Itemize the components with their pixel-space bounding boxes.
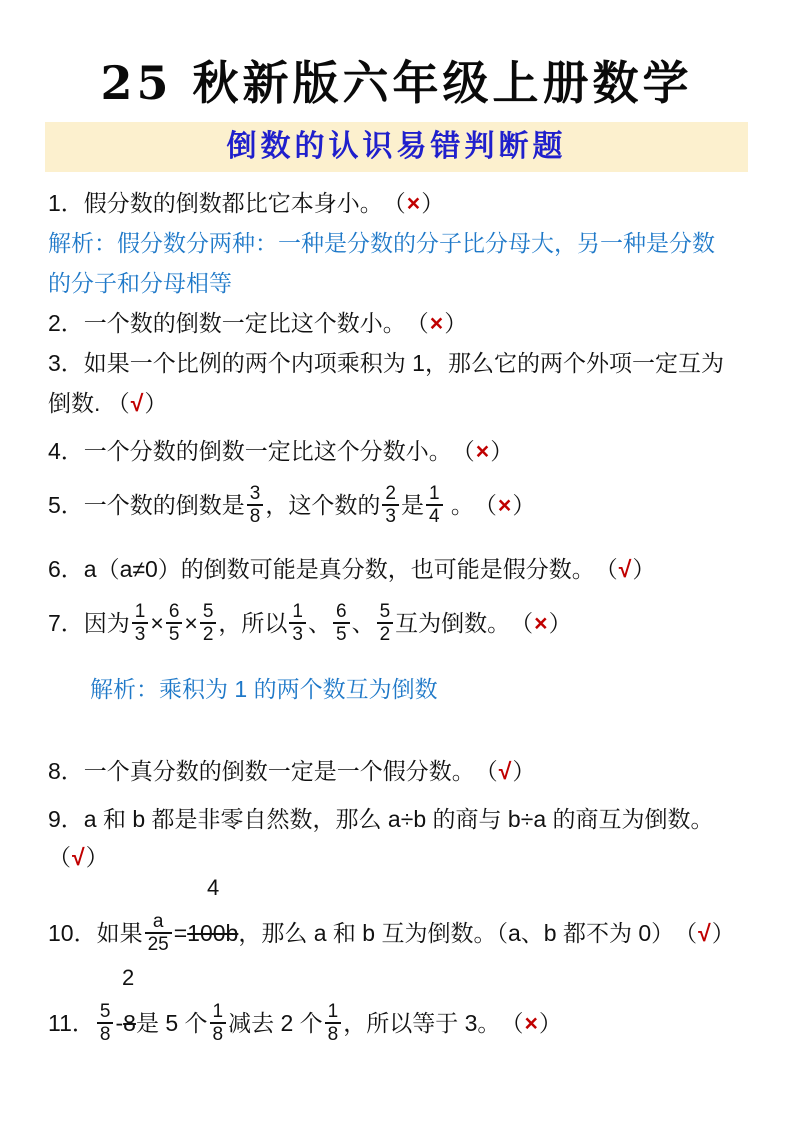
mark-wrong-icon: × [406, 190, 421, 216]
paren-close: ） [711, 920, 735, 946]
subtitle-band [45, 122, 748, 172]
question-line [0, 990, 793, 1056]
text-run: 1．假分数的倒数都比它本身小。 [48, 190, 395, 216]
page-subtitle: 倒数的认识易错判断题 [226, 130, 567, 163]
text-run: 的分子和分母相等 [48, 270, 232, 296]
question-line [0, 752, 793, 790]
analysis-line [0, 224, 793, 262]
text-run: 2．一个数的倒数一定比这个数小。 [48, 310, 418, 336]
fraction [247, 483, 264, 528]
fraction [145, 911, 172, 956]
fraction-numerator: 5 [97, 1001, 114, 1024]
fraction [377, 601, 394, 646]
paren-close: ） [538, 1010, 562, 1036]
text-run: × [184, 610, 198, 636]
question-line [0, 800, 793, 838]
fraction [333, 601, 350, 646]
text-run: ，这个数的 [265, 492, 381, 518]
fraction-denominator: 2 [202, 623, 214, 645]
answer-mark [512, 1010, 562, 1036]
fraction-denominator: 2 [379, 623, 391, 645]
fraction-denominator: 8 [212, 1023, 224, 1045]
question-line [0, 550, 793, 588]
fraction-denominator: 5 [335, 623, 347, 645]
text-run: 解析：假分数分两种：一种是分数的分子比分母大，另一种是分数 [48, 230, 715, 256]
mark-wrong-icon: × [429, 310, 444, 336]
text-run: 减去 2 个 [228, 1010, 323, 1036]
mark-right-icon: √ [618, 556, 632, 582]
text-run: 9．a 和 b 都是非零自然数，那么 a÷b 的商与 b÷a 的商互为倒数。 [48, 806, 714, 832]
fraction-denominator: 8 [327, 1023, 339, 1045]
text-run: 是 5 个 [135, 1010, 208, 1036]
text-run: 5．一个数的倒数是 [48, 492, 245, 518]
fraction [382, 483, 399, 528]
text-run: × [150, 610, 164, 636]
answer-mark [417, 310, 467, 336]
fraction-numerator: a [145, 911, 172, 934]
fraction [426, 483, 443, 528]
text-run: 7．因为 [48, 610, 130, 636]
fraction-denominator: 8 [249, 505, 261, 527]
answer-mark [48, 844, 109, 870]
answer-mark [522, 610, 572, 636]
paren-close: ） [444, 310, 468, 336]
question-line [0, 838, 793, 876]
text-run: 3．如果一个比例的两个内项乘积为 1，那么它的两个外项一定互为 [48, 350, 724, 376]
fraction-denominator: 4 [428, 505, 440, 527]
text-run: 6．a（a≠0）的倒数可能是真分数，也可能是假分数。 [48, 556, 607, 582]
paren-open: （ [394, 190, 406, 216]
answer-mark [107, 390, 168, 416]
paren-open: （ [485, 492, 497, 518]
fraction-numerator: 1 [325, 1001, 342, 1024]
text-run: 4 [207, 875, 220, 900]
question-line [0, 472, 793, 538]
fraction-numerator: 1 [289, 601, 306, 624]
question-line [0, 344, 793, 382]
question-line [0, 304, 793, 342]
struck-text: 100b [187, 920, 239, 946]
text-run: 是 [400, 492, 424, 518]
text-run: ，那么 a 和 b 互为倒数。（a、b 都不为 0） [238, 920, 686, 946]
annotation-note [0, 876, 793, 900]
fraction [97, 1001, 114, 1046]
mark-wrong-icon: × [497, 492, 512, 518]
fraction-denominator: 3 [385, 505, 396, 527]
paren-close: ） [548, 610, 572, 636]
page-title: 25 秋新版六年级上册数学 [100, 56, 693, 110]
text-run: 倒数. [48, 390, 107, 416]
text-run: 、 [307, 610, 331, 636]
struck-text: 8 [123, 1010, 136, 1036]
question-line [0, 900, 793, 966]
answer-mark [486, 758, 535, 784]
mark-right-icon: √ [498, 758, 512, 784]
paren-close: ） [421, 190, 445, 216]
mark-wrong-icon: × [534, 610, 548, 636]
text-run: 2 [122, 965, 135, 990]
paren-open: （ [417, 310, 429, 336]
answer-mark [463, 438, 513, 464]
text-run: 。 [444, 492, 486, 518]
text-run: 4．一个分数的倒数一定比这个分数小。 [48, 438, 464, 464]
paren-open: （ [48, 844, 71, 870]
answer-mark [485, 492, 535, 518]
paren-open: （ [521, 610, 534, 636]
answer-mark [606, 556, 655, 582]
fraction [132, 601, 149, 646]
mark-right-icon: √ [72, 844, 85, 870]
fraction-numerator: 3 [247, 483, 264, 506]
paren-close: ） [490, 438, 514, 464]
question-line [0, 590, 793, 656]
analysis-line [0, 264, 793, 302]
text-run: ，所以 [218, 610, 288, 636]
paren-close: ） [144, 390, 168, 416]
text-run: - [115, 1010, 124, 1036]
fraction [200, 601, 217, 646]
fraction-denominator: 3 [292, 623, 303, 645]
fraction [210, 1001, 227, 1046]
question-line [0, 432, 793, 470]
fraction-numerator: 1 [210, 1001, 227, 1024]
paren-close: ） [85, 844, 109, 870]
fraction [166, 601, 183, 646]
paren-open: （ [606, 556, 618, 582]
analysis-line [0, 670, 793, 708]
fraction-denominator: 5 [168, 623, 180, 645]
mark-wrong-icon: × [524, 1010, 538, 1036]
fraction-numerator: 6 [166, 601, 183, 624]
paren-open: （ [463, 438, 475, 464]
text-run: 8．一个真分数的倒数一定是一个假分数。 [48, 758, 487, 784]
question-line [0, 384, 793, 422]
text-run: = [173, 920, 188, 946]
fraction [289, 601, 306, 646]
answer-mark [394, 190, 444, 216]
annotation-note [0, 966, 793, 990]
fraction-denominator: 25 [147, 933, 169, 955]
paren-close: ） [512, 492, 536, 518]
paren-open: （ [685, 920, 698, 946]
answer-mark [686, 920, 735, 946]
paren-close: ） [512, 758, 536, 784]
mark-right-icon: √ [130, 390, 144, 416]
text-run: 10．如果 [48, 920, 143, 946]
fraction-numerator: 1 [426, 483, 443, 506]
text-run: 解析：乘积为 1 的两个数互为倒数 [90, 676, 438, 702]
mark-wrong-icon: × [475, 438, 490, 464]
paren-open: （ [511, 1010, 524, 1036]
fraction [325, 1001, 342, 1046]
text-run: 互为倒数。 [395, 610, 522, 636]
fraction-numerator: 1 [132, 601, 149, 624]
question-line [0, 184, 793, 222]
paren-open: （ [106, 390, 130, 416]
fraction-numerator: 6 [333, 601, 350, 624]
fraction-denominator: 8 [99, 1023, 111, 1045]
text-run: 、 [351, 610, 375, 636]
fraction-denominator: 3 [134, 623, 146, 645]
paren-close: ） [632, 556, 656, 582]
mark-right-icon: √ [698, 920, 711, 946]
content-lines [0, 172, 793, 1056]
text-run: ，所以等于 3。 [343, 1010, 512, 1036]
paren-open: （ [486, 758, 498, 784]
fraction-numerator: 5 [377, 601, 394, 624]
fraction-numerator: 5 [200, 601, 217, 624]
text-run: 11． [48, 1010, 95, 1036]
fraction-numerator: 2 [382, 483, 399, 506]
